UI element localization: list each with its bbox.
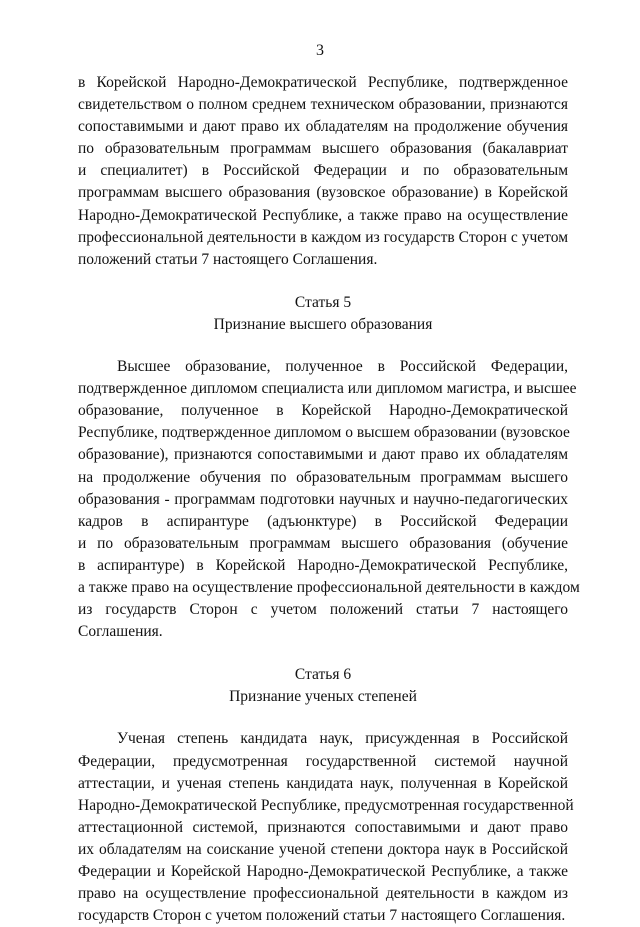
paragraph-line: подтвержденное дипломом специалиста или дипломом магистра, и высшее [78,380,577,398]
paragraph-line: Федерации, предусмотренная государственной системой научной [78,752,568,770]
paragraph-line: аттестации, и ученая степень кандидата наук, полученная в Корейской [78,774,568,792]
paragraph-line: программам высшего образования (вузовское образование) в Корейской [78,184,568,202]
paragraph-line: сопоставимыми и дают право их обладателям на продолжение обучения [78,118,568,136]
paragraph-line: образование, полученное в Корейской Народно-Демократической [78,402,568,420]
paragraph-line: Федерации и Корейской Народно-Демократической Республике, а также [78,863,568,880]
paragraph-line: кадров в аспирантуре (адъюнктуре) в Российской Федерации [78,512,568,530]
paragraph-line: образования - программам подготовки научных и научно-педагогических [78,490,568,508]
paragraph-line: Соглашения. [78,623,163,641]
paragraph-line: аттестационной системой, признаются сопоставимыми и дают право [78,818,568,836]
document-body [78,72,580,927]
paragraph-line: профессиональной деятельности в каждом из государств Сторон с учетом [78,228,568,246]
paragraph-line: свидетельством о полном среднем техническом образовании, признаются [78,96,568,114]
paragraph-line: право на осуществление профессиональной деятельности в каждом из [78,885,568,903]
page-number: 3 [316,42,324,59]
paragraph-line: в Корейской Народно-Демократической Республике, подтвержденное [78,74,568,91]
paragraph-line: по образовательным программам высшего образования (бакалавриат [78,140,568,158]
paragraph-line: и по образовательным программам высшего образования (обучение [78,534,568,552]
paragraph-line: их обладателям на соискание ученой степени доктора наук в Российской [78,840,568,858]
article-5-number: Статья 5 [294,293,352,311]
paragraph-line: Народно-Демократической Республике, предусмотренная государственной [78,796,574,814]
article-6-title: Признание ученых степеней [229,688,417,706]
paragraph-line: Народно-Демократической Республике, а также право на осуществление [78,206,568,224]
paragraph-line: из государств Сторон с учетом положений статьи 7 настоящего [78,601,568,619]
article-5-paragraph [78,356,580,643]
article-6-paragraph [78,728,574,927]
paragraph-line: на продолжение обучения по образовательным программам высшего [78,468,568,486]
continuation-paragraph [78,72,568,271]
paragraph-line: Республике, подтвержденное дипломом о высшем образовании (вузовское [78,424,570,442]
paragraph-line: образование), признаются сопоставимыми и дают право их обладателям [78,446,568,464]
paragraph-line: положений статьи 7 настоящего Соглашения. [78,250,378,268]
paragraph-line: Высшее образование, полученное в Российской Федерации, [117,358,568,376]
paragraph-line: государств Сторон с учетом положений статьи 7 настоящего Соглашения. [78,907,566,925]
article-6-number: Статья 6 [294,666,352,684]
paragraph-line: а также право на осуществление профессиональной деятельности в каждом [78,578,580,596]
article-5-title: Признание высшего образования [213,315,433,333]
paragraph-line: в аспирантуре) в Корейской Народно-Демократической Республике, [78,556,568,574]
paragraph-line: и специалитет) в Российской Федерации и по образовательным [78,162,568,180]
paragraph-line: Ученая степень кандидата наук, присужденная в Российской [117,730,568,748]
